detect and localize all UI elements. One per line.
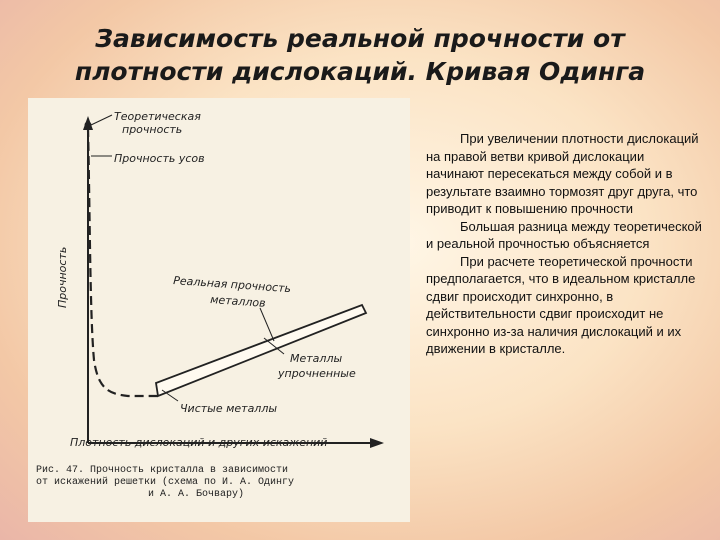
explanation-text [426, 130, 704, 358]
leader-real-metals [260, 308, 274, 341]
figure-caption-line-3: и А. А. Бочвару) [148, 489, 245, 500]
label-pure-metals: Чистые металлы [180, 402, 278, 415]
figure-caption-line-2: от искажений решетки (схема по И. А. Одингу [36, 477, 295, 488]
paragraph-strength-difference: Большая разница между теоретической и реальной прочностью объясняется [426, 218, 702, 251]
label-real-metals-1: Реальная прочность [172, 274, 292, 296]
label-theoretical-2: прочность [122, 123, 183, 136]
label-strengthened-2: упрочненные [278, 367, 356, 380]
slide-title [0, 22, 720, 88]
label-strengthened-1: Металлы [290, 352, 343, 365]
dashed-curve-left-branch [88, 128, 158, 396]
figure-caption-line-1: Рис. 47. Прочность кристалла в зависимости [36, 465, 289, 476]
leader-theoretical [91, 115, 112, 125]
theoretical-strength-point [85, 122, 92, 129]
odinga-curve-figure [28, 98, 410, 522]
y-axis-label: Прочность [56, 246, 69, 308]
slide-title-line-1: Зависимость реальной прочности от [95, 24, 625, 53]
label-real-metals-2: металлов [209, 293, 267, 310]
x-axis-arrow [370, 438, 384, 448]
paragraph-theoretical-calc: При расчете теоретической прочности предполагается, что в идеальном кристалле сдвиг происходит синхронно, в действительности сдвиг происходит не синхронно из-за наличия дислокаций и их движении в кристалле. [426, 253, 696, 356]
label-theoretical-1: Теоретическая [114, 110, 201, 123]
odinga-curve-diagram [28, 98, 410, 522]
slide-title-line-2: плотности дислокаций. Кривая Одинга [74, 57, 646, 86]
label-whiskers: Прочность усов [114, 152, 205, 165]
real-strength-band [156, 305, 366, 396]
x-axis-label: Плотность дислокаций и других искажений [70, 436, 328, 449]
paragraph-dislocation-intersection: При увеличении плотности дислокаций на правой ветви кривой дислокации начинают пересекаться между собой и в результате взаимно тормозят друг друга, что приводит к повышению прочности [426, 131, 699, 216]
